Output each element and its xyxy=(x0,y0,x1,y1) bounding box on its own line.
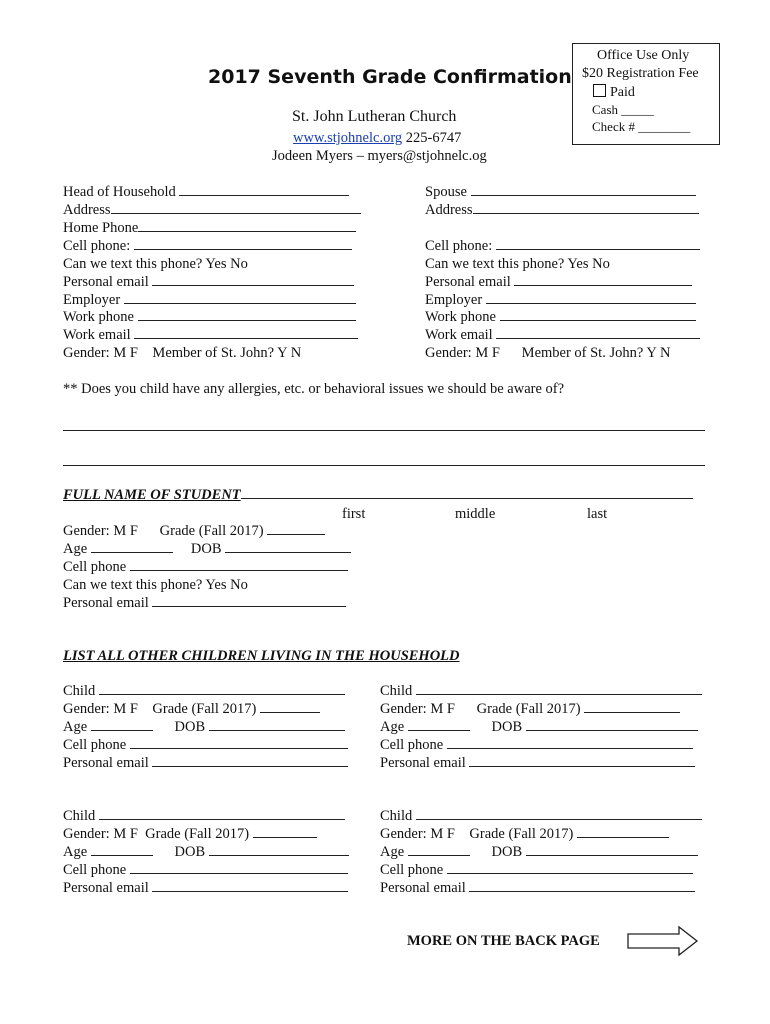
head-work-email-field[interactable] xyxy=(63,326,358,344)
child4-gender-field[interactable] xyxy=(380,825,669,843)
spouse-work-email-field[interactable] xyxy=(425,326,700,344)
label: Child xyxy=(63,808,96,824)
office-use-box xyxy=(572,43,720,145)
head-cell-field[interactable] xyxy=(63,237,352,255)
student-gender-field[interactable] xyxy=(63,522,325,540)
child1-email-field[interactable] xyxy=(63,754,348,772)
child2-cell-field[interactable] xyxy=(380,736,693,754)
child2-age-field[interactable] xyxy=(380,718,698,736)
head-gender-field[interactable] xyxy=(63,344,301,362)
label: Cell phone xyxy=(63,737,127,753)
label: Home Phone xyxy=(63,220,139,236)
head-of-household-field[interactable] xyxy=(63,183,349,201)
child1-age-field[interactable] xyxy=(63,718,345,736)
label: Gender: M F xyxy=(63,345,138,361)
label: Gender: M F xyxy=(380,701,455,717)
home-phone-field[interactable] xyxy=(63,219,356,237)
label: Personal email xyxy=(63,755,149,771)
spouse-field[interactable] xyxy=(425,183,696,201)
label: Age xyxy=(63,844,88,860)
church-phone: 225-6747 xyxy=(405,130,462,146)
label: Employer xyxy=(63,292,121,308)
label: Cell phone: xyxy=(425,238,493,254)
label: Child xyxy=(380,808,413,824)
label: Age xyxy=(63,541,88,557)
label: Spouse xyxy=(425,184,467,200)
label: Head of Household xyxy=(63,184,176,200)
dob-label: DOB xyxy=(491,719,523,735)
last-label: last xyxy=(587,506,608,522)
label: Cell phone xyxy=(380,862,444,878)
label: Work email xyxy=(63,327,131,343)
grade-label: Grade (Fall 2017) xyxy=(469,826,574,842)
check-field: Check # ________ xyxy=(592,119,691,134)
spouse-email-field[interactable] xyxy=(425,273,692,291)
label: Personal email xyxy=(380,880,466,896)
student-text-question[interactable]: Can we text this phone? Yes No xyxy=(63,577,248,593)
registration-fee: $20 Registration Fee xyxy=(582,66,699,81)
head-text-question[interactable]: Can we text this phone? Yes No xyxy=(63,256,248,272)
label: Cell phone: xyxy=(63,238,131,254)
label: Child xyxy=(63,683,96,699)
head-work-phone-field[interactable] xyxy=(63,308,356,326)
spouse-text-question[interactable]: Can we text this phone? Yes No xyxy=(425,256,610,272)
child3-age-field[interactable] xyxy=(63,843,349,861)
label: Age xyxy=(380,719,405,735)
child4-age-field[interactable] xyxy=(380,843,698,861)
website-link[interactable]: www.stjohnelc.org xyxy=(293,130,403,146)
child3-email-field[interactable] xyxy=(63,879,348,897)
child2-gender-field[interactable] xyxy=(380,700,680,718)
label: Personal email xyxy=(63,595,149,611)
first-label: first xyxy=(342,506,366,522)
grade-label: Grade (Fall 2017) xyxy=(159,523,264,539)
student-heading: FULL NAME OF STUDENT xyxy=(63,487,241,503)
spouse-address-field[interactable] xyxy=(425,201,699,219)
paid-option xyxy=(593,84,635,101)
student-email-field[interactable] xyxy=(63,594,346,612)
office-title: Office Use Only xyxy=(597,48,690,63)
more-on-back-label: MORE ON THE BACK PAGE xyxy=(407,933,600,949)
child2-email-field[interactable] xyxy=(380,754,695,772)
paid-label: Paid xyxy=(610,85,635,100)
child3-cell-field[interactable] xyxy=(63,861,348,879)
dob-label: DOB xyxy=(491,844,523,860)
label: Address xyxy=(425,202,473,218)
label: Age xyxy=(380,844,405,860)
cash-field: Cash _____ xyxy=(592,102,654,117)
label: Personal email xyxy=(380,755,466,771)
coordinator-contact: Jodeen Myers – myers@stjohnelc.og xyxy=(272,148,487,164)
label: Gender: M F xyxy=(380,826,455,842)
student-cell-field[interactable] xyxy=(63,558,348,576)
child1-gender-field[interactable] xyxy=(63,700,320,718)
child1-name-field[interactable] xyxy=(63,682,345,700)
label: Address xyxy=(63,202,111,218)
head-employer-field[interactable] xyxy=(63,291,356,309)
child3-gender-field[interactable] xyxy=(63,825,317,843)
allergy-answer-line-1[interactable] xyxy=(63,430,705,431)
dob-label: DOB xyxy=(190,541,222,557)
label: Personal email xyxy=(425,274,511,290)
label: Gender: M F xyxy=(63,523,138,539)
child4-email-field[interactable] xyxy=(380,879,695,897)
dob-label: DOB xyxy=(174,719,206,735)
children-heading: LIST ALL OTHER CHILDREN LIVING IN THE HOUSEHOLD xyxy=(63,648,460,664)
head-address-field[interactable] xyxy=(63,201,361,219)
label: Gender: M F xyxy=(63,826,138,842)
label: Work email xyxy=(425,327,493,343)
label: Work phone xyxy=(425,309,496,325)
middle-label: middle xyxy=(455,506,496,522)
label: Gender: M F xyxy=(63,701,138,717)
member-question: Member of St. John? Y N xyxy=(152,345,302,361)
spouse-work-phone-field[interactable] xyxy=(425,308,696,326)
grade-label: Grade (Fall 2017) xyxy=(476,701,581,717)
grade-label: Grade (Fall 2017) xyxy=(152,701,257,717)
label: Cell phone xyxy=(380,737,444,753)
label: Cell phone xyxy=(63,559,127,575)
spouse-cell-field[interactable] xyxy=(425,237,700,255)
head-email-field[interactable] xyxy=(63,273,354,291)
right-arrow-icon xyxy=(627,925,699,957)
child2-name-field[interactable] xyxy=(380,682,702,700)
dob-label: DOB xyxy=(174,844,206,860)
label: Employer xyxy=(425,292,483,308)
spouse-employer-field[interactable] xyxy=(425,291,696,309)
form-title: 2017 Seventh Grade Confirmation xyxy=(208,66,572,88)
student-age-field[interactable] xyxy=(63,540,351,558)
label: Work phone xyxy=(63,309,134,325)
label: Cell phone xyxy=(63,862,127,878)
child1-cell-field[interactable] xyxy=(63,736,348,754)
grade-label: Grade (Fall 2017) xyxy=(145,826,250,842)
member-question: Member of St. John? Y N xyxy=(521,345,671,361)
label: Child xyxy=(380,683,413,699)
allergy-question: ** Does you child have any allergies, etc. or behavioral issues we should be aware of? xyxy=(63,381,565,397)
church-name: St. John Lutheran Church xyxy=(292,108,457,125)
child4-cell-field[interactable] xyxy=(380,861,693,879)
paid-checkbox[interactable] xyxy=(593,84,606,97)
student-name-field[interactable] xyxy=(63,486,693,504)
label: Age xyxy=(63,719,88,735)
allergy-answer-line-2[interactable] xyxy=(63,465,705,466)
spouse-gender-field[interactable] xyxy=(425,344,670,362)
child4-name-field[interactable] xyxy=(380,807,702,825)
child3-name-field[interactable] xyxy=(63,807,345,825)
contact-line xyxy=(293,130,461,147)
label: Gender: M F xyxy=(425,345,500,361)
label: Personal email xyxy=(63,880,149,896)
label: Personal email xyxy=(63,274,149,290)
